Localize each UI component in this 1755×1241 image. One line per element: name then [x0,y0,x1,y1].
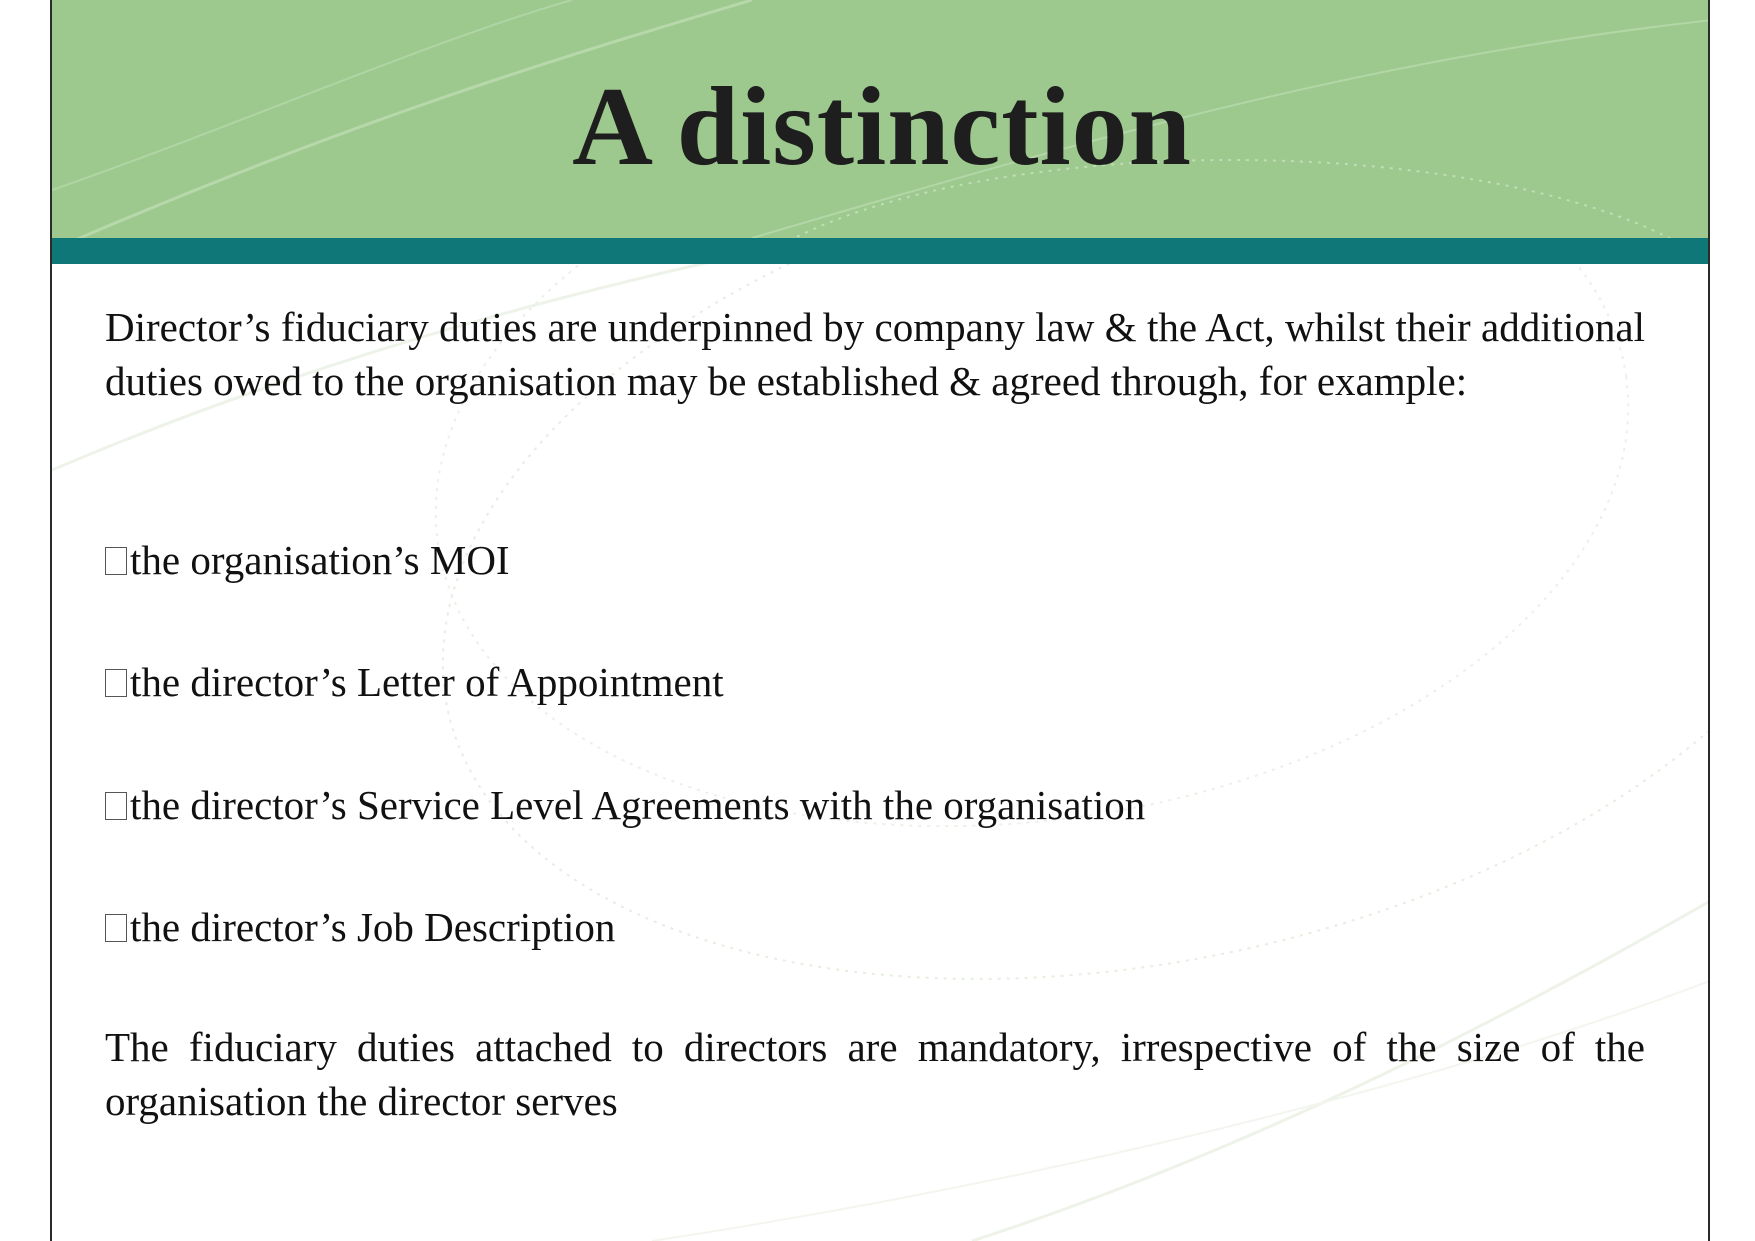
intro-paragraph: Director’s fiduciary duties are underpinned by company law & the Act, whilst their additional duties owed to the organisation may be established & agreed through, for example: [105,304,1645,404]
list-item-text: the director’s Service Level Agreements with the organisation [130,782,1146,828]
list-item-text: the director’s Letter of Appointment [130,659,724,705]
slide-title: A distinction [572,65,1192,189]
list-item [105,655,724,709]
list-item-text: the organisation’s MOI [130,537,510,583]
header-divider-band [52,238,1710,264]
list-item-text: the director’s Job Description [130,904,616,950]
title-header [52,0,1710,238]
list-item [105,900,615,954]
checkbox-bullet-icon [105,792,127,820]
slide [50,0,1710,1241]
checkbox-bullet-icon [105,547,127,575]
closing-paragraph: The fiduciary duties attached to directors are mandatory, irrespective of the size of the organisation the director serves [105,1024,1645,1124]
checkbox-bullet-icon [105,914,127,942]
checkbox-bullet-icon [105,669,127,697]
list-item [105,533,510,587]
list-item [105,778,1145,832]
